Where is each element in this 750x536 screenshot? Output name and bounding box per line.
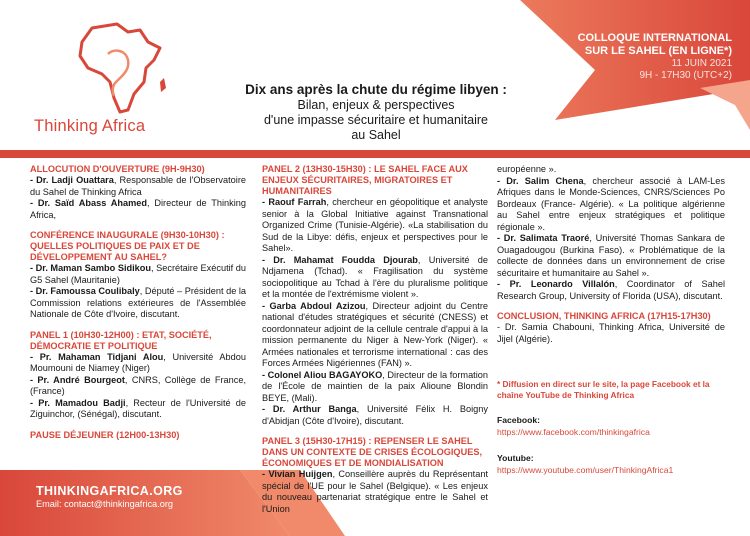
section-title: ALLOCUTION D'OUVERTURE (9H-9H30): [30, 164, 205, 174]
speaker-desc: , Directeur adjoint du Centre national d'études stratégiques et sécurité (CNESS) et coordonnateur adjoint de la cellule centrale d'appui à la mission permanente du Niger à New-York (Niger). « Armées nationales et terrorisme international : cas des Forces Armées Nigériennes (FAN) ».: [262, 300, 488, 368]
logo: [62, 18, 172, 118]
broadcast-note: * Diffusion en direct sur le site, la page Facebook et la chaîne YouTube de Thinking Africa: [497, 379, 710, 400]
top-right-accent: [700, 80, 750, 130]
speaker-name: - Dr. Salim Chena: [497, 175, 584, 186]
section-lunch: [30, 430, 246, 441]
headline-main: Dix ans après la chute du régime libyen :: [245, 82, 507, 97]
section-title: PANEL 2 (13H30-15H30) : LE SAHEL FACE AUX ENJEUX SÉCURITAIRES, MIGRATOIRES ET HUMANITAIRES: [262, 164, 468, 196]
speaker-desc: , Université de Ndjamena (Tchad). « Fragilisation du système sociopolitique au Tchad à l'ère du pluralisme politique et la montée de l'extrémisme violent ».: [262, 254, 488, 299]
website-link[interactable]: THINKINGAFRICA.ORG: [36, 484, 183, 498]
headline-sub-2: d'une impasse sécuritaire et humanitaire: [263, 113, 489, 127]
program-column-2: [262, 164, 488, 524]
speaker-name: - Dr. Maman Sambo Sidikou: [30, 263, 151, 273]
speaker-name: - Raouf Farrah: [262, 197, 327, 207]
speaker-item: [30, 352, 246, 375]
speaker-name: - Pr. André Bourgeot: [30, 374, 125, 385]
speaker-desc: , Responsable de l'Observatoire du Sahel de Thinking Africa: [30, 175, 246, 197]
header-divider-band: [0, 150, 750, 158]
speaker-item: [262, 301, 488, 370]
event-title-line1: COLLOQUE INTERNATIONAL: [577, 32, 732, 44]
speaker-desc: , Coordinator of Sahel Research Group, University of Florida (USA), discutant.: [497, 279, 725, 301]
youtube-label: Youtube:: [497, 453, 534, 463]
speaker-name: - Dr. Salimata Traoré: [497, 233, 590, 243]
speaker-desc: , CNRS, Collège de France, (France): [30, 374, 247, 396]
youtube-link[interactable]: https://www.youtube.com/user/ThinkingAfrica1: [497, 464, 674, 475]
speaker-desc: , Université Abdou Moumouni de Niamey (Niger): [30, 351, 246, 373]
speaker-item: [497, 279, 725, 302]
section-opening: [30, 164, 246, 221]
speaker-name: - Garba Abdoul Azizou: [262, 300, 366, 311]
speaker-name: - Dr. Arthur Banga: [262, 404, 357, 414]
headline: [228, 82, 524, 143]
speaker-name: - Dr. Ladji Ouattara: [30, 175, 114, 185]
email-contact[interactable]: Email: contact@thinkingafrica.org: [36, 499, 173, 509]
speaker-name: - Pr. Mahaman Tidjani Alou: [30, 351, 164, 362]
facebook-link[interactable]: https://www.facebook.com/thinkingafrica: [497, 426, 650, 437]
speaker-name: - Dr. Saïd Abass Ahamed: [30, 198, 148, 208]
speaker-name: - Pr. Mamadou Badji: [30, 397, 126, 408]
section-title: CONFÉRENCE INAUGURALE (9H30-10H30) : QUELLES POLITIQUES DE PAIX ET DE DÉVELOPPEMENT AU SAHEL?: [30, 230, 225, 262]
speaker-desc: , Député – Président de la Commission relations extérieures de l'Assemblée Nationale de Côte d'Ivoire, discutant.: [30, 286, 247, 319]
speaker-item: [262, 255, 488, 301]
speaker-desc: , Conseillère auprès du Représentant spécial de l'UE pour le Sahel (Belgique). « Les enjeux du nouveau partenariat stratégique entre le Sahel et l'Union: [262, 469, 488, 514]
headline-sub-1: Bilan, enjeux & perspectives: [297, 98, 455, 112]
headline-sub-3: au Sahel: [351, 128, 401, 142]
event-title-line2: SUR LE SAHEL (EN LIGNE*): [584, 45, 732, 57]
speaker-item: [497, 176, 725, 234]
section-title: CONCLUSION, THINKING AFRICA (17H15-17H30): [497, 311, 711, 321]
facebook-label: Facebook:: [497, 415, 540, 425]
speaker-item: [30, 286, 246, 321]
speaker-item: [30, 198, 246, 221]
footer: [36, 484, 183, 510]
speaker-item: [262, 370, 488, 405]
speaker-desc: , chercheur associé à LAM-Les Afriques dans le Monde-Sciences, CNRS/Sciences Po Bordeaux (France- Algérie). « La politique algérienne au Sahel entre enjeux stratégiques et politique régionale ».: [497, 175, 725, 232]
brand-name: Thinking Africa: [34, 117, 146, 135]
section-panel-1: [30, 330, 246, 421]
speaker-desc: , Recteur de l'Université de Ziguinchor, (Sénégal), discutant.: [30, 397, 246, 419]
speaker-desc: , Université Félix H. Boigny d'Abidjan (Côte d'Ivoire), discutant.: [262, 404, 488, 426]
event-info: [522, 32, 732, 82]
speaker-desc: , Secrétaire Exécutif du G5 Sahel (Mauritanie): [30, 263, 246, 285]
africa-map-icon: [62, 18, 172, 118]
continued-text: européenne ».: [497, 164, 557, 174]
section-title: PANEL 3 (15H30-17H15) : REPENSER LE SAHEL DANS UN CONTEXTE DE CRISES ÉCOLOGIQUES, ÉCONOMIQUES ET DE MONDIALISATION: [262, 436, 483, 468]
section-panel-3: [262, 436, 488, 515]
speaker-desc: , Directeur de Thinking Africa,: [30, 198, 246, 220]
speaker-desc: , Université Thomas Sankara de Ouagadougou (Burkina Faso). « Problématique de la collecte de données dans un environnement de crise sécuritaire et humanitaire au Sahel ».: [497, 233, 725, 278]
event-date: 11 JUIN 2021: [671, 58, 732, 69]
speaker-item: [262, 404, 488, 427]
section-conclusion: [497, 311, 725, 345]
speaker-name: - Vivian Huijgen: [262, 469, 333, 479]
program-column-1: [30, 164, 246, 450]
section-panel-2: [262, 164, 488, 427]
speaker-item: [30, 175, 246, 198]
conclusion-text: - Dr. Samia Chabouni, Thinking Africa, Université de Jijel (Algérie).: [497, 322, 725, 344]
speaker-item: [262, 197, 488, 255]
speaker-name: - Dr. Mahamat Foudda Djourab: [262, 254, 418, 265]
speaker-item: [497, 233, 725, 279]
speaker-item: [30, 263, 246, 286]
section-title: PAUSE DÉJEUNER (12H00-13H30): [30, 429, 180, 440]
speaker-name: - Dr. Famoussa Coulibaly: [30, 286, 140, 296]
speaker-desc: , Directeur de la formation de l'École de maintien de la paix Alioune Blondin BEYE, (Mali).: [262, 369, 488, 403]
speaker-name: - Colonel Aliou BAGAYOKO: [262, 369, 383, 380]
program-column-3: [497, 164, 725, 476]
speaker-name: - Pr. Leonardo Villalón: [497, 279, 615, 289]
speaker-desc: , chercheur en géopolitique et analyste senior à la Global Initiative against Transnational Organized Crime (Tunisie-Algérie). «La stabilisation du Sud de la Libye: défis, enjeux et perspectives pour le Sahel».: [262, 197, 488, 253]
speaker-item: [30, 375, 246, 398]
section-title: PANEL 1 (10H30-12H00) : ETAT, SOCIÉTÉ, DÉMOCRATIE ET POLITIQUE: [30, 329, 212, 351]
event-time: 9H - 17H30 (UTC+2): [639, 70, 732, 81]
section-keynote: [30, 230, 246, 321]
speaker-item: [262, 469, 488, 515]
speaker-item: [30, 398, 246, 421]
section-panel-3-continued: [497, 164, 725, 302]
